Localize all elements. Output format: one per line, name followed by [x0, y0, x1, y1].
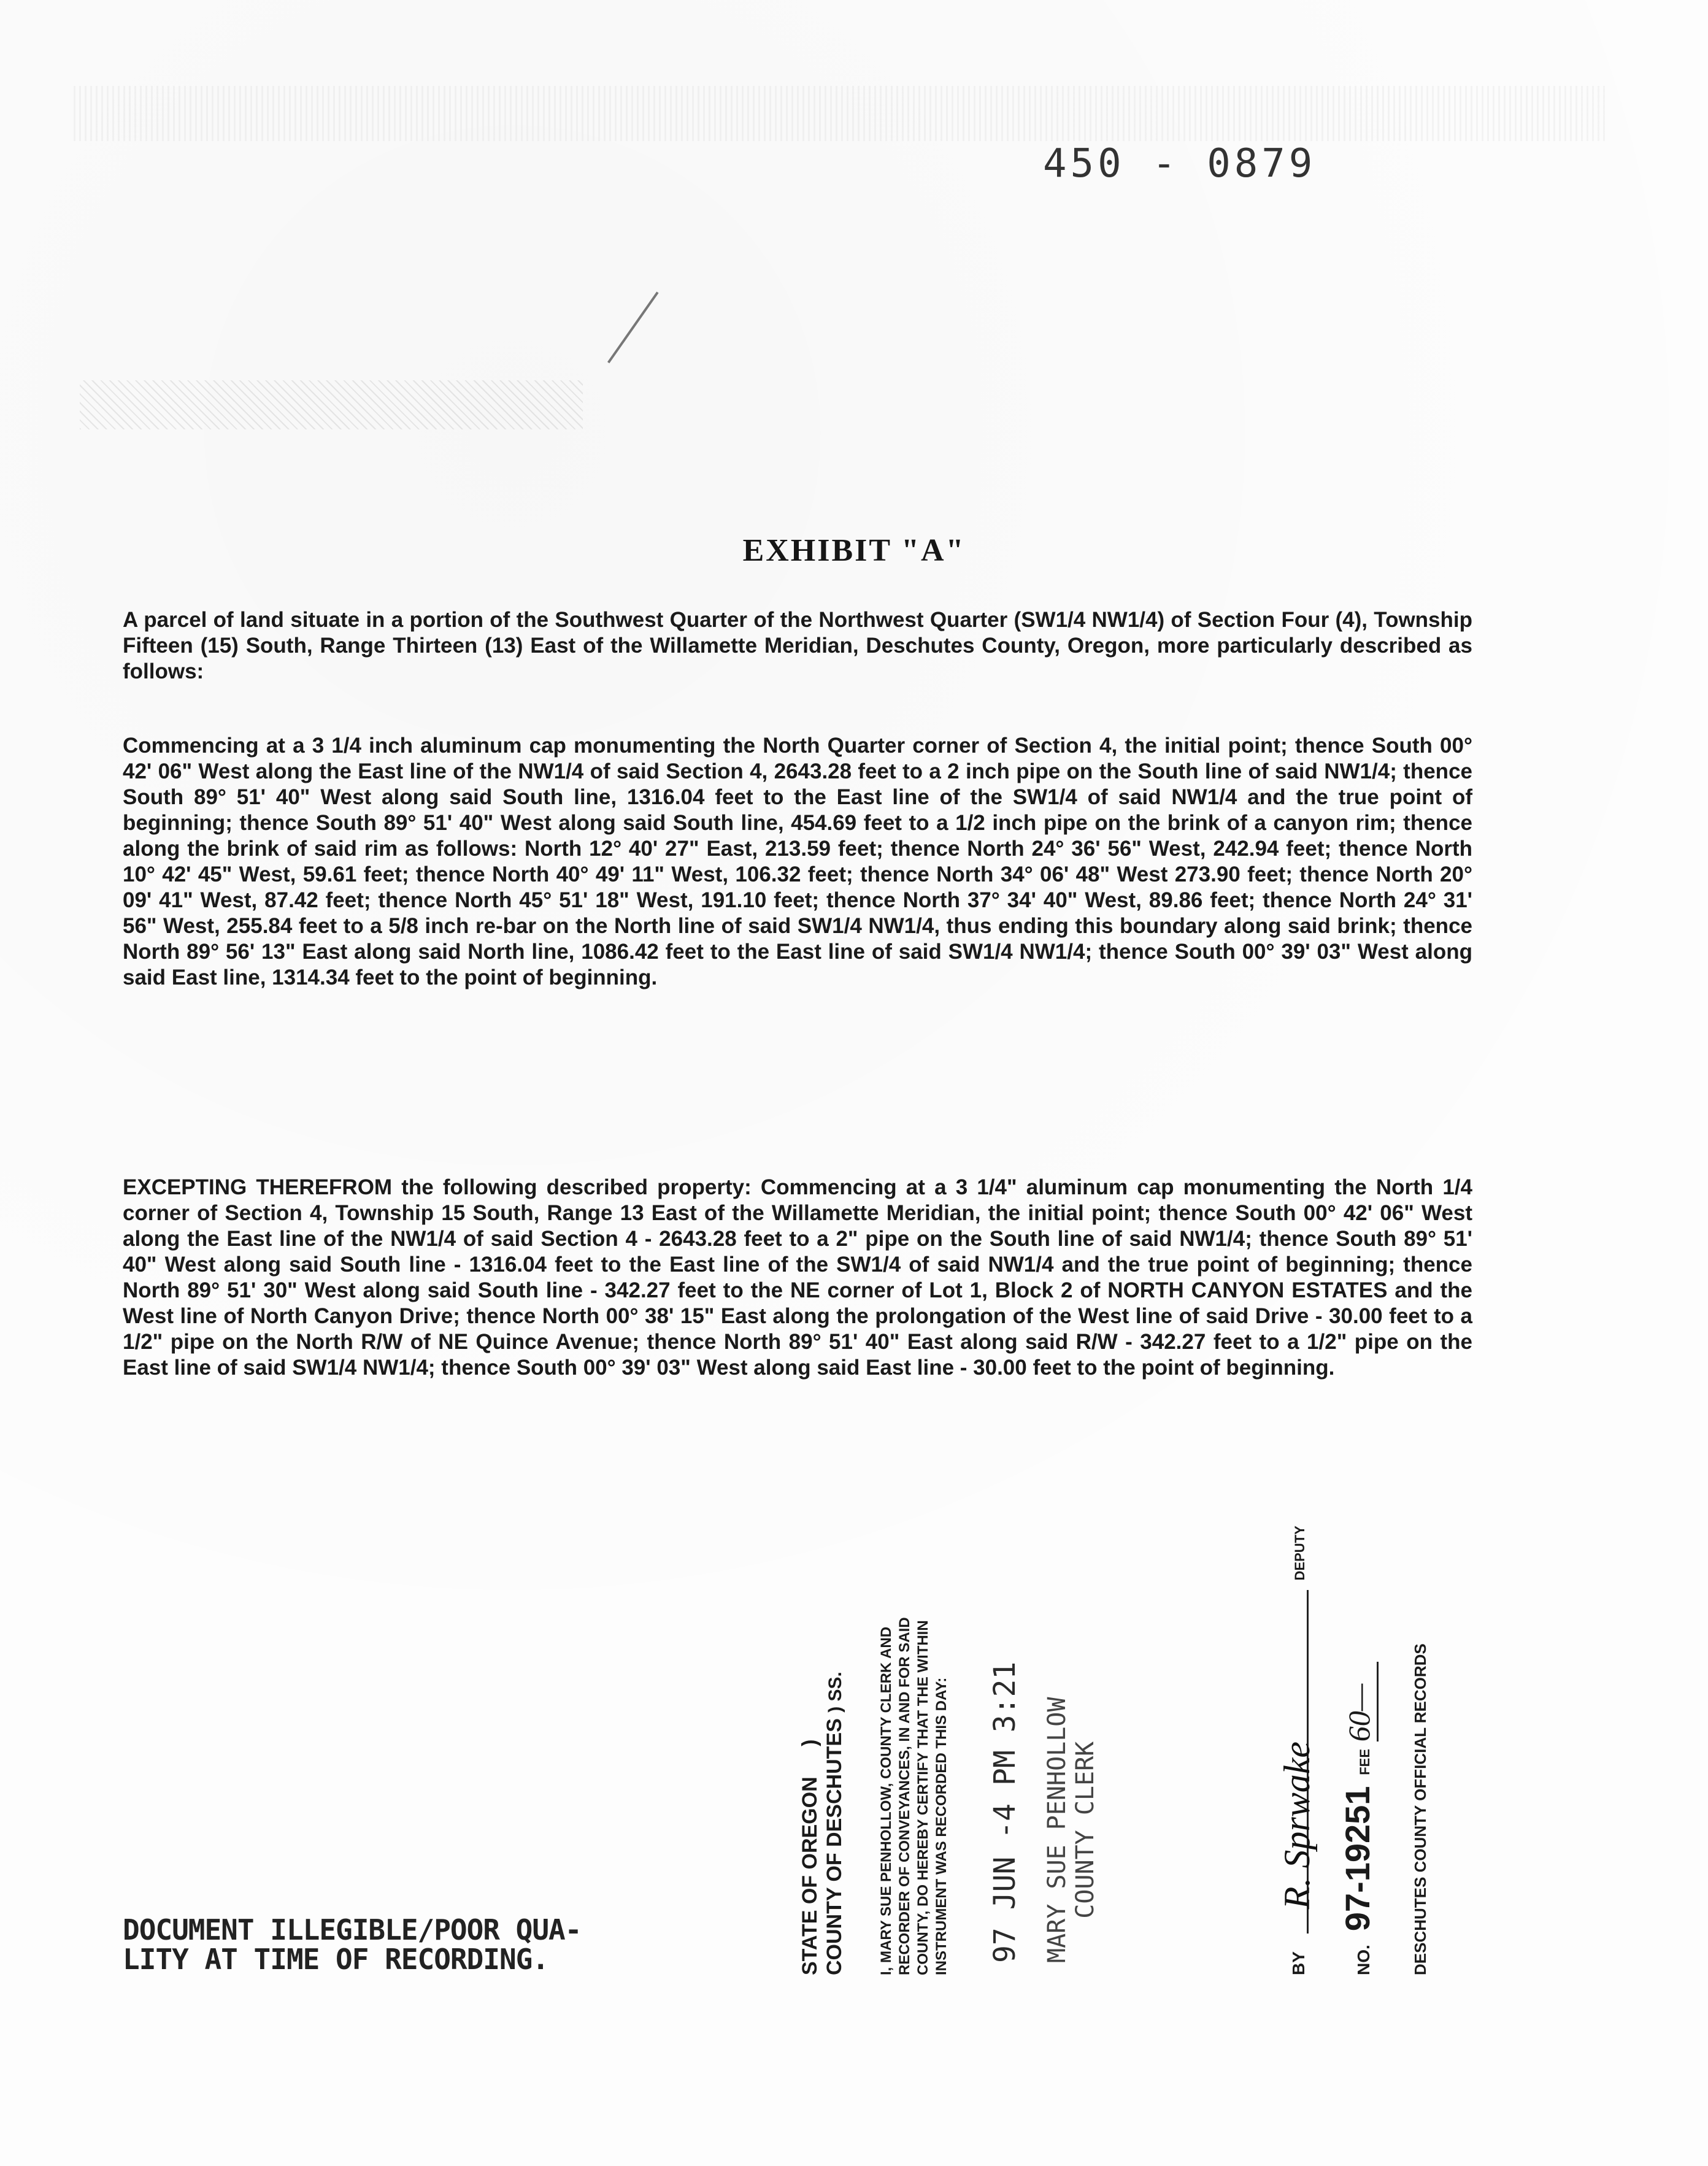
county-records-label: DESCHUTES COUNTY OFFICIAL RECORDS — [1411, 1643, 1429, 1975]
county-line: COUNTY OF DESCHUTES — [823, 1718, 846, 1975]
signature-rule — [1277, 1590, 1317, 1934]
by-label: BY — [1289, 1951, 1308, 1975]
clerk-title: COUNTY CLERK — [1071, 1741, 1099, 1919]
pen-mark — [607, 291, 659, 363]
illegible-line: LITY AT TIME OF RECORDING. — [123, 1943, 549, 1976]
cert-line: RECORDER OF CONVEYANCES, IN AND FOR SAID — [896, 1617, 913, 1975]
cert-line: I, MARY SUE PENHOLLOW, COUNTY CLERK AND — [878, 1626, 894, 1975]
fee-value: 60— — [1341, 1662, 1379, 1742]
scan-speckle — [80, 380, 583, 429]
clerk-stamp — [1043, 1697, 1099, 1963]
illegible-stamp — [123, 1915, 614, 1974]
record-number-line — [1337, 1509, 1379, 1975]
ss-label: ) SS. — [825, 1672, 845, 1713]
scan-noise-strip — [74, 86, 1607, 141]
deputy-signature: R. Sprwake — [1277, 1741, 1317, 1910]
date-stamp: 97 JUN -4 PM 3:21 — [988, 1661, 1022, 1963]
excepting-therefrom: EXCEPTING THEREFROM the following described property: Commencing at a 3 1/4" aluminum cap monumenting the North 1/4 corner of Section 4, Township 15 South, Range 13 East of the Willamette Meridian, the initial point; thence South 00° 42' 06" West along the East line of the NW1/4 of said Section 4 - 2643.28 feet to a 2" pipe on the South line of said NW1/4; thence South 89° 51' 40" West along said South line - 1316.04 feet to the East line of the SW1/4 of said NW1/4 and the true point of beginning; thence North 89° 51' 30" West along said South line - 342.27 feet to the NE corner of Lot 1, Block 2 of NORTH CANYON ESTATES and the West line of North Canyon Drive; thence North 00° 38' 15" East along the prolongation of the West line of said Drive - 30.00 feet to a 1/2" pipe on the North R/W of NE Quince Avenue; thence North 89° 51' 40" East along said R/W - 342.27 feet to a 1/2" pipe on the East line of said SW1/4 NW1/4; thence South 00° 39' 03" West along said East line - 30.00 feet to the point of beginning. — [123, 1175, 1472, 1380]
fee-label: FEE — [1357, 1748, 1372, 1775]
clerk-name: MARY SUE PENHOLLOW — [1043, 1697, 1071, 1963]
certification-text — [877, 1509, 951, 1975]
signature-line — [1277, 1509, 1317, 1975]
metes-and-bounds: Commencing at a 3 1/4 inch aluminum cap monumenting the North Quarter corner of Section 4, the initial point; thence South 00° 42' 06" West along the East line of the NW1/4 of said Section 4, 2643.28 feet to a 2 inch pipe on the South line of said NW1/4; thence South 89° 51' 40" West along said South line, 1316.04 feet to the East line of the SW1/4 of said NW1/4 and the true point of beginning; thence South 89° 51' 40" West along said South line, 454.69 feet to a 1/2 inch pipe on the brink of a canyon rim; thence along the brink of said rim as follows: North 12° 40' 27" East, 213.59 feet; thence North 24° 36' 56" West, 242.94 feet; thence North 10° 42' 45" West, 59.61 feet; thence North 40° 49' 11" West, 106.32 feet; thence North 34° 06' 48" West 273.90 feet; thence North 20° 09' 41" West, 87.42 feet; thence North 45° 51' 18" West, 191.10 feet; thence North 37° 34' 40" West, 89.86 feet; thence North 24° 31' 56" West, 255.84 feet to a 5/8 inch re-bar on the North line of said SW1/4 NW1/4, thus ending this boundary along said brink; thence North 89° 56' 13" East along said North line, 1086.42 feet to the East line of said SW1/4 NW1/4; thence South 00° 39' 03" West along said East line, 1314.34 feet to the point of beginning. — [123, 734, 1472, 989]
recording-stamp — [785, 1509, 1497, 1975]
record-number: 97-19251 — [1338, 1786, 1377, 1932]
state-county-block — [798, 1672, 848, 1975]
document-number: 450 - 0879 — [1043, 141, 1317, 186]
exhibit-title: EXHIBIT "A" — [742, 533, 966, 568]
parcel-description: A parcel of land situate in a portion of the Southwest Quarter of the Northwest Quarter (SW1/4 NW1/4) of Section Four (4), Township Fifteen (15) South, Range Thirteen (13) East of the Willamette Meridian, Deschutes County, Oregon, more particularly described as follows: — [123, 608, 1472, 683]
bracket: ) — [798, 1739, 821, 1746]
deputy-label: DEPUTY — [1292, 1526, 1307, 1581]
cert-line: INSTRUMENT WAS RECORDED THIS DAY: — [933, 1677, 950, 1975]
no-label: NO. — [1354, 1945, 1373, 1975]
state-line: STATE OF OREGON — [798, 1776, 821, 1975]
cert-line: COUNTY, DO HEREBY CERTIFY THAT THE WITHIN — [915, 1620, 931, 1975]
illegible-line: DOCUMENT ILLEGIBLE/POOR QUA- — [123, 1913, 582, 1946]
